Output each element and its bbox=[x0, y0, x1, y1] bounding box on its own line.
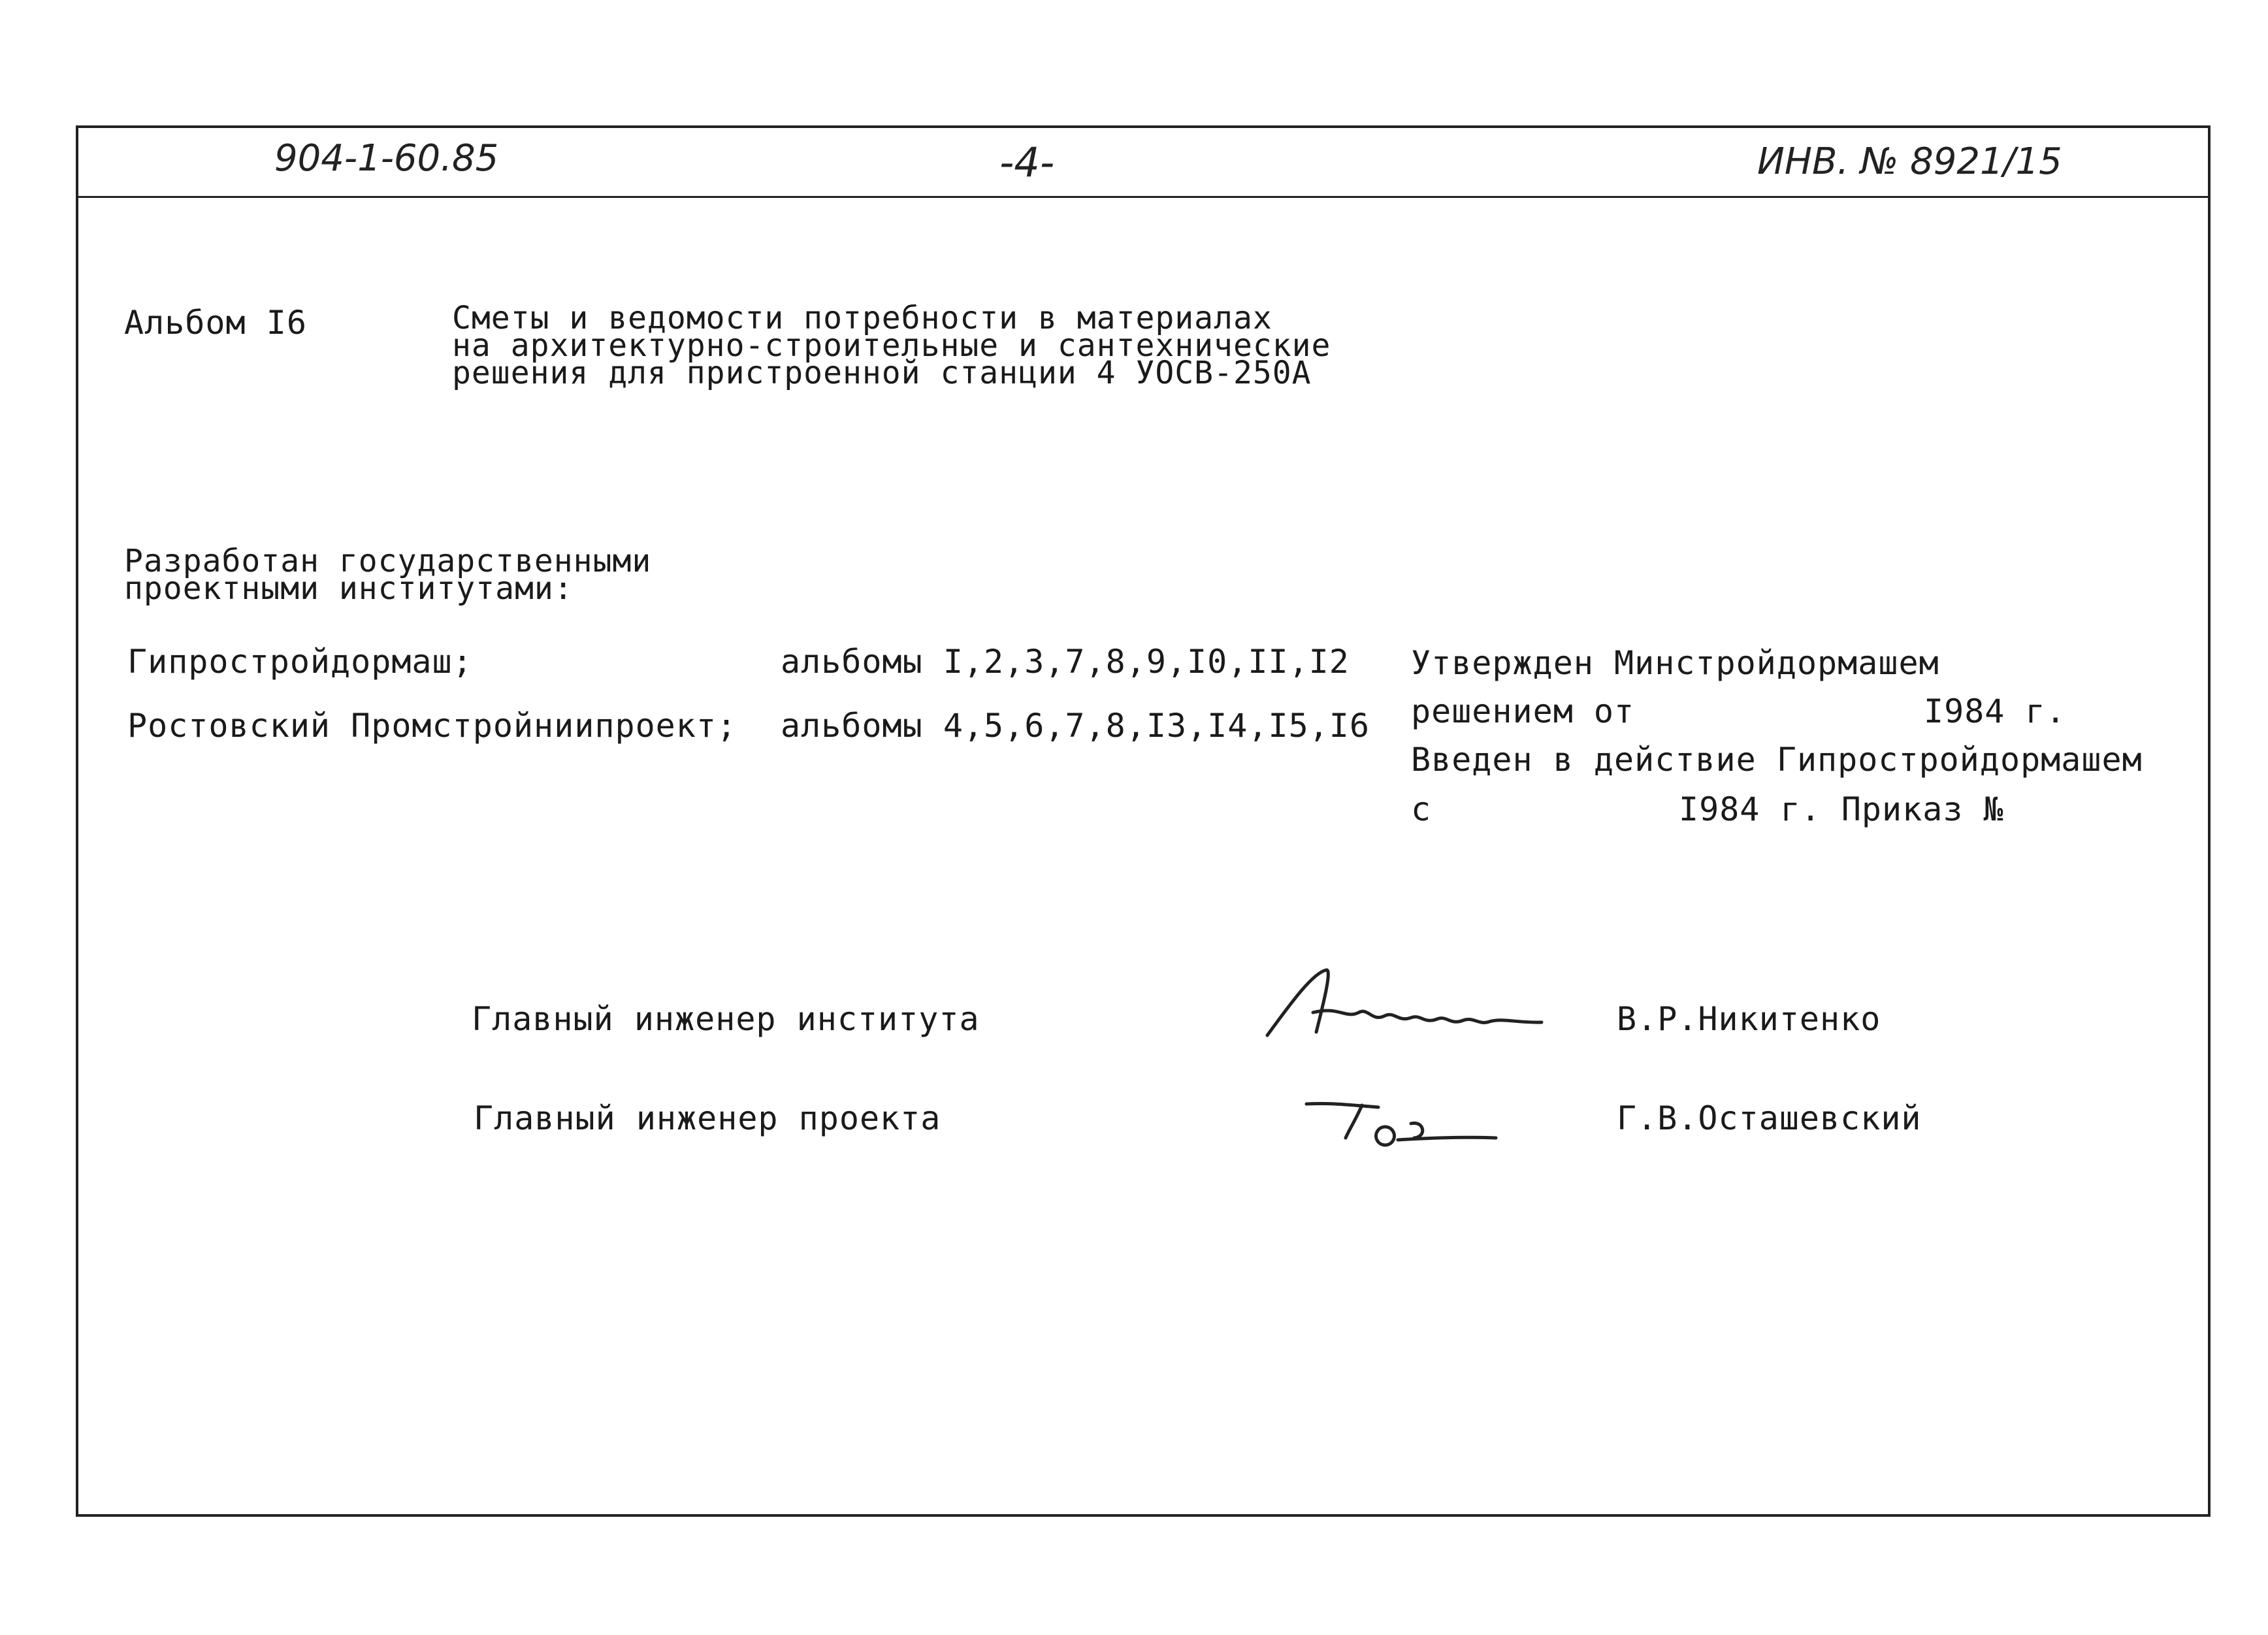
page-number: -4- bbox=[999, 138, 1055, 186]
signatory-name: В.Р.Никитенко bbox=[1617, 1000, 1881, 1038]
developed-by-title bbox=[124, 543, 652, 607]
signatory-role: Главный инженер института bbox=[472, 1000, 980, 1038]
approval-year: I984 г. bbox=[1924, 692, 2066, 730]
institute-name: Гипростройдормаш; bbox=[127, 643, 473, 681]
header-divider bbox=[76, 196, 2211, 198]
developed-by-line: Разработан государственными bbox=[124, 543, 652, 579]
album-description bbox=[452, 300, 1331, 391]
developed-by-line: проектными институтами: bbox=[124, 570, 574, 607]
approval-order: I984 г. Приказ № bbox=[1679, 790, 2004, 828]
album-description-line: решения для пристроенной станции 4 УОСВ-250А bbox=[452, 355, 1312, 391]
signatory-name: Г.В.Осташевский bbox=[1617, 1099, 1922, 1137]
approval-line: Утвержден Минстройдормашем bbox=[1411, 644, 1939, 682]
document-code: 904-1-60.85 bbox=[274, 137, 499, 180]
album-description-line: на архитектурно-строительные и сантехнические bbox=[452, 327, 1331, 364]
approval-line: с bbox=[1411, 790, 1432, 828]
institute-name: Ростовский Промстройниипроект; bbox=[127, 707, 737, 745]
inventory-number: ИНВ. № 8921/15 bbox=[1757, 140, 2062, 183]
album-label: Альбом I6 bbox=[124, 304, 307, 342]
signatory-role: Главный инженер проекта bbox=[474, 1099, 941, 1137]
approval-line: Введен в действие Гипростройдормашем bbox=[1411, 741, 2143, 779]
approval-line: решением от bbox=[1411, 692, 1635, 730]
institute-albums: альбомы I,2,3,7,8,9,I0,II,I2 bbox=[781, 643, 1350, 681]
album-description-line: Сметы и ведомости потребности в материалах bbox=[452, 300, 1272, 336]
signature-image bbox=[1300, 1091, 1509, 1150]
institute-albums: альбомы 4,5,6,7,8,I3,I4,I5,I6 bbox=[781, 707, 1370, 745]
signature-image bbox=[1254, 960, 1568, 1045]
